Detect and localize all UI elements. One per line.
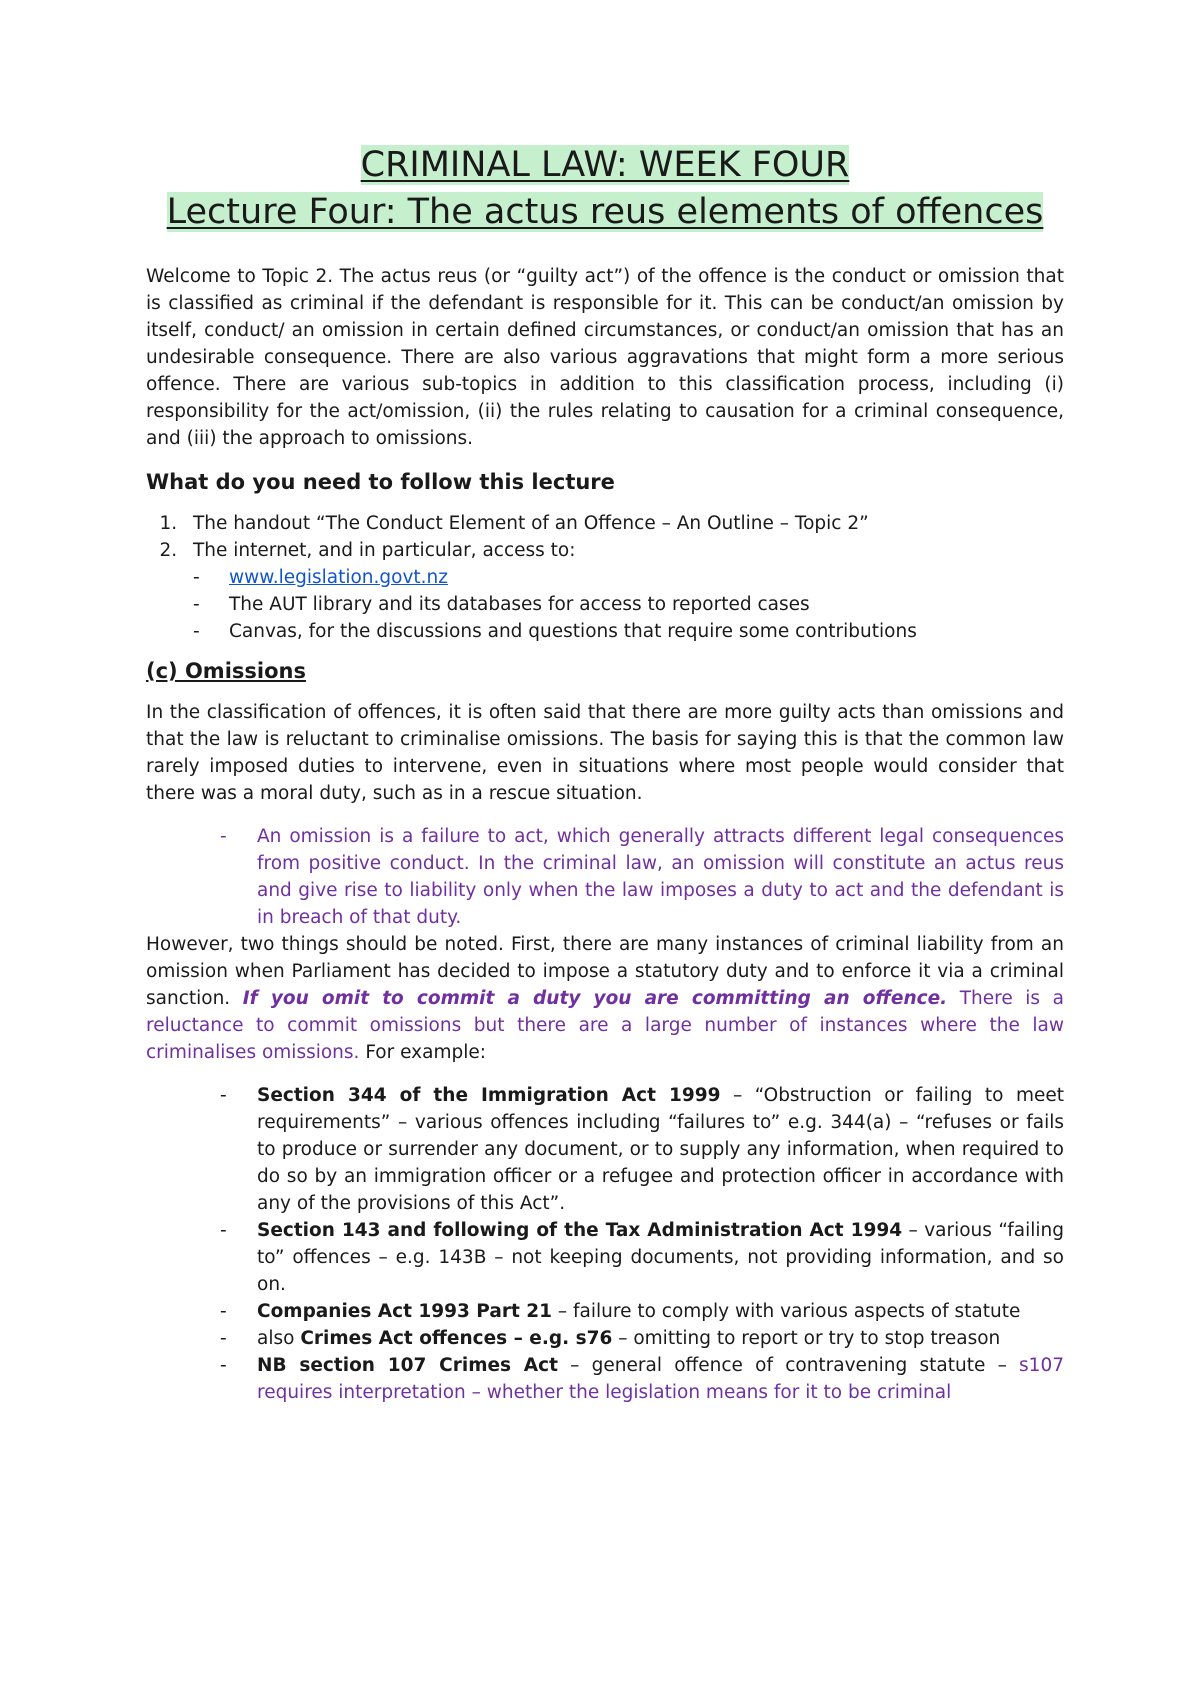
example-immigration-act: - Section 344 of the Immigration Act 1999 – “Obstruction or failing to meet requirements” – various offences including “failures to” e.g. 344(a) – “refuses or fails to produce or surrender any document, or to supply any information, when required to do so by an immigration officer or a refugee and protection officer in accordance with any of the provisions of this Act”. — [146, 1082, 1064, 1217]
example-tax-administration-act: - Section 143 and following of the Tax Administration Act 1994 – various “failing to” offences – e.g. 143B – not keeping documents, not providing information, and so on. — [146, 1217, 1064, 1298]
needs-sub-item-link — [193, 564, 1064, 591]
legislation-link[interactable]: www.legislation.govt.nz — [229, 567, 448, 588]
needs-list — [146, 510, 1064, 645]
omissions-heading: (c) Omissions — [146, 659, 306, 683]
omissions-note-list — [146, 823, 1064, 931]
needs-sub-item-library: - The AUT library and its databases for access to reported cases — [193, 591, 1064, 618]
needs-heading: What do you need to follow this lecture — [146, 470, 615, 494]
needs-sub-list — [193, 564, 1064, 645]
needs-sub-item-canvas: - Canvas, for the discussions and questions that require some contributions — [193, 618, 1064, 645]
title-line-2: Lecture Four: The actus reus elements of offences — [166, 192, 1044, 232]
example-crimes-act-s107: - NB section 107 Crimes Act – general offence of contravening statute – s107 requires interpretation – whether the legislation means for it to be criminal — [146, 1352, 1064, 1406]
needs-item-2: 2. The internet, and in particular, access to: - www.legislation.govt.nz - The AUT library and its databases for access to reported cases - Canvas, for the discussions and questions that require some contributions — [183, 537, 1064, 645]
omission-emphasis: If you omit to commit a duty you are committing an offence. — [242, 988, 948, 1009]
omissions-paragraph-1: In the classification of offences, it is often said that there are more guilty acts than omissions and that the law is reluctant to criminalise omissions. The basis for saying this is that the common law rarely imposed duties to intervene, even in situations where most people would consider that there was a moral duty, such as in a rescue situation. — [146, 702, 1064, 804]
intro-paragraph: Welcome to Topic 2. The actus reus (or “guilty act”) of the offence is the conduct or omission that is classified as criminal if the defendant is responsible for it. This can be conduct/an omission by itself, conduct/ an omission in certain defined circumstances, or conduct/an omission that has an undesirable consequence. There are also various aggravations that might form a more serious offence. There are various sub-topics in addition to this classification process, including (i) responsibility for the act/omission, (ii) the rules relating to causation for a criminal consequence, and (iii) the approach to omissions. — [146, 266, 1064, 449]
needs-item-1: 1. The handout “The Conduct Element of an Offence – An Outline – Topic 2” — [183, 510, 1064, 537]
omissions-paragraph-2: However, two things should be noted. First, there are many instances of criminal liability from an omission when Parliament has decided to impose a statutory duty and to enforce it via a criminal sanction. If you omit to commit a duty you are committing an offence. There is a reluctance to commit omissions but there are a large number of instances where the law criminalises omissions. For example: — [146, 934, 1064, 1063]
example-companies-act: - Companies Act 1993 Part 21 – failure to comply with various aspects of statute — [146, 1298, 1064, 1325]
omission-purple-note: There is a reluctance to commit omissions but there are a large number of instances where the law criminalises omissions. — [146, 988, 1064, 1063]
examples-list — [146, 1082, 1064, 1406]
example-crimes-act-s76: - also Crimes Act offences – e.g. s76 – omitting to report or try to stop treason — [146, 1325, 1064, 1352]
document-title — [146, 142, 1064, 236]
omissions-note: - An omission is a failure to act, which generally attracts different legal consequences from positive conduct. In the criminal law, an omission will constitute an actus reus and give rise to liability only when the law imposes a duty to act and the defendant is in breach of that duty. — [146, 823, 1064, 931]
title-line-1: CRIMINAL LAW: WEEK FOUR — [360, 145, 850, 185]
